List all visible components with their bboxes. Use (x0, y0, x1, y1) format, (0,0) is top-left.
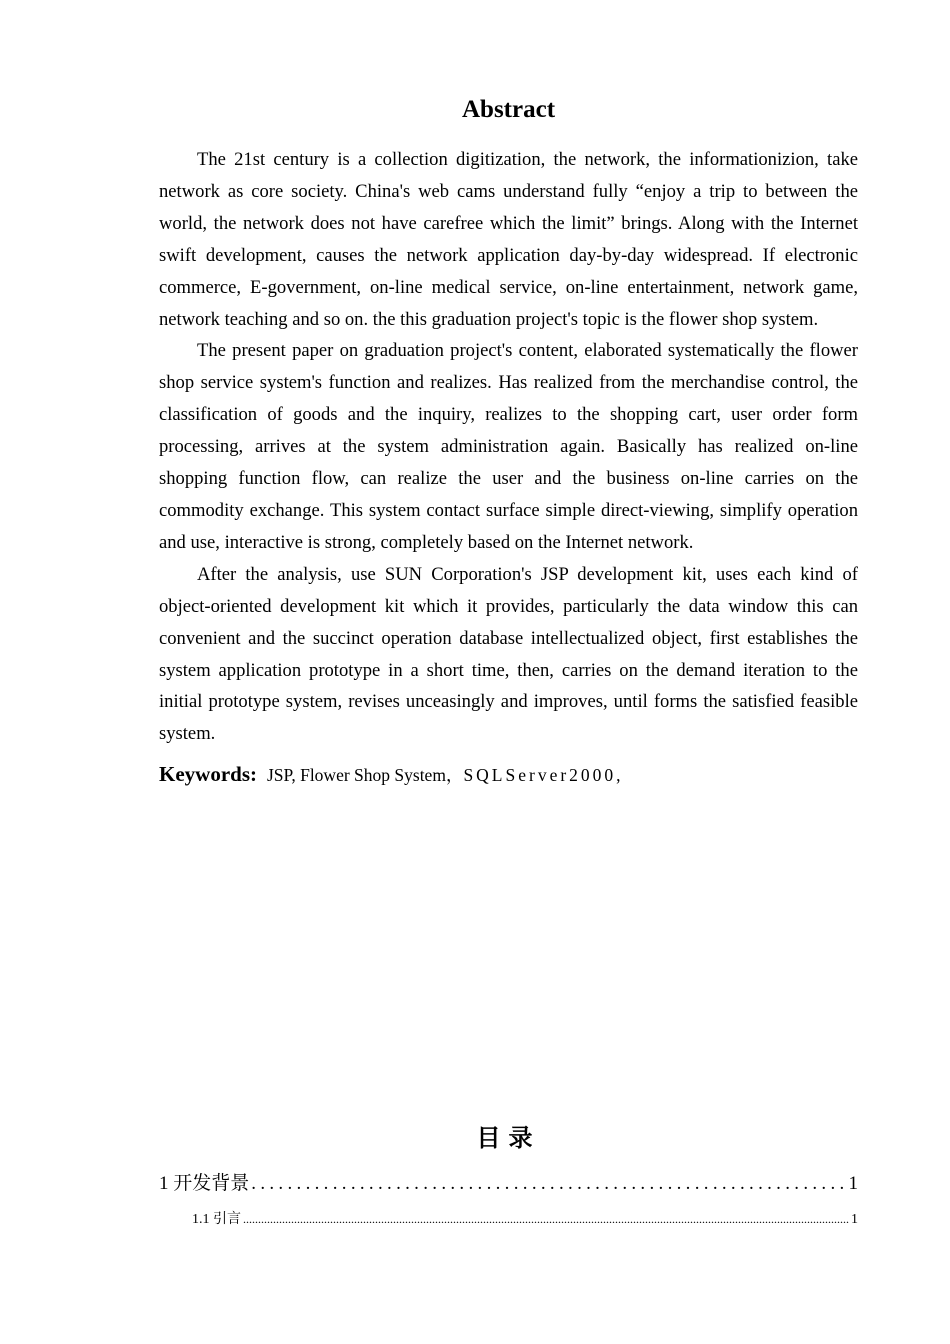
keywords-sqlserver: SQLServer2000, (463, 765, 624, 785)
toc-entry-label: 1 开发背景 (159, 1173, 250, 1194)
abstract-title: Abstract (461, 96, 556, 123)
toc-entry[interactable] (192, 1208, 858, 1228)
toc-entry-label: 1.1 引言 (192, 1212, 241, 1227)
toc-entry[interactable] (159, 1168, 858, 1195)
toc-title: 目录 (476, 1124, 541, 1152)
keywords-label: Keywords: (159, 762, 257, 786)
abstract-paragraph: The 21st century is a collection digitization, the network, the informationizion, take network as core society. China's web cams understand fully “enjoy a trip to between the world, the network does not have carefree which the limit” brings. Along with the Internet swift development, causes the network application day-by-day widespread. If electronic commerce, E-government, on-line medical service, on-line entertainment, network game, network teaching and so on. the this graduation project's topic is the flower shop system. (159, 149, 858, 330)
toc-entry-page: 1 (848, 1173, 858, 1194)
toc-leader-dots (243, 1212, 849, 1227)
toc-leader-dots (251, 1173, 846, 1195)
keywords-text: JSP, Flower Shop System， (267, 765, 464, 785)
abstract-paragraph: The present paper on graduation project's content, elaborated systematically the flower shop service system's function and realizes. Has realized from the merchandise control, the classification of goods and the inquiry, realizes to the shopping cart, user order form processing, arrives at the system administration again. Basically has realized on-line shopping function flow, can realize the user and the business on-line carries on the commodity exchange. This system contact surface simple direct-viewing, simplify operation and use, interactive is strong, completely based on the Internet network. (159, 340, 858, 553)
toc-entry-page: 1 (851, 1212, 858, 1227)
abstract-paragraph: After the analysis, use SUN Corporation's JSP development kit, uses each kind of object-oriented development kit which it provides, particularly the data window this can convenient and the succinct operation database intellectualized object, first establishes the system application prototype in a short time, then, carries on the demand iteration to the initial prototype system, revises unceasingly and improves, until forms the satisfied feasible system. (159, 563, 858, 745)
abstract-body (159, 144, 858, 750)
keywords-line (159, 762, 858, 787)
